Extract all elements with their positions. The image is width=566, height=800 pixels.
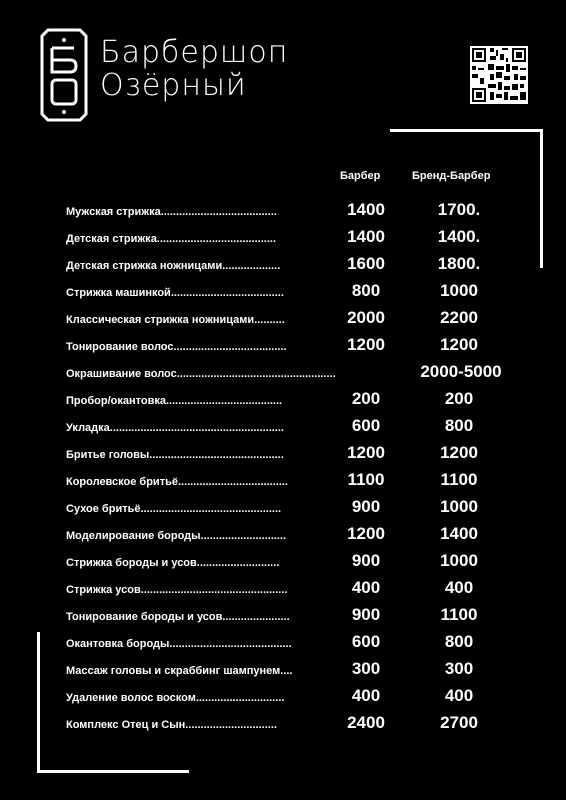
barber-price: 2400	[347, 713, 385, 732]
barber-price: 1400	[347, 227, 385, 246]
brand-barber-price: 1400	[440, 524, 478, 543]
brand-barber-price: 1200	[440, 335, 478, 354]
brand-barber-price: 1400.	[437, 227, 481, 246]
service-name: Удаление волос воском.............................	[66, 692, 285, 704]
brand-line-1: Барбершоп	[100, 35, 289, 70]
logo-emblem	[38, 26, 90, 124]
price-row	[66, 414, 526, 440]
brand-barber-price: 300	[444, 659, 474, 678]
price-row	[66, 684, 526, 710]
barber-price: 900	[351, 497, 381, 516]
price-row	[66, 711, 526, 737]
price-row	[66, 333, 526, 359]
price-row	[66, 522, 526, 548]
frame-line-top	[390, 129, 542, 132]
service-name: Мужская стрижка......................................	[66, 206, 277, 218]
brand-barber-price: 400	[444, 578, 474, 597]
service-name: Стрижка бороды и усов...........................	[66, 557, 280, 569]
brand-barber-price: 1100	[440, 605, 478, 624]
brand-barber-price: 1000	[440, 281, 478, 300]
barber-price: 300	[351, 659, 381, 678]
price-row	[66, 657, 526, 683]
barber-price: 600	[351, 632, 381, 651]
price-row	[66, 630, 526, 656]
brand-barber-price: 200	[444, 389, 474, 408]
barber-price: 800	[351, 281, 381, 300]
service-name: Стрижка усов................................................	[66, 584, 288, 596]
barber-price: 900	[351, 551, 381, 570]
barber-price: 1400	[347, 200, 385, 219]
service-name: Стрижка машинкой.....................................	[66, 287, 284, 299]
brand-line-2: Озёрный	[100, 68, 247, 103]
service-name: Тонирование бороды и усов......................	[66, 611, 290, 623]
price-row	[66, 468, 526, 494]
column-header-barber: Барбер	[340, 170, 381, 182]
brand-barber-price: 1100	[440, 470, 478, 489]
column-header-brand-barber: Бренд-Барбер	[412, 170, 491, 182]
price-row	[66, 441, 526, 467]
service-name: Тонирование волос.....................................	[66, 341, 287, 353]
brand-barber-price: 1800.	[437, 254, 481, 273]
brand-barber-price: 800	[444, 632, 474, 651]
service-name: Пробор/окантовка......................................	[66, 395, 283, 407]
price-range: 2000-5000	[420, 362, 502, 381]
price-row	[66, 603, 526, 629]
barber-price: 400	[351, 686, 381, 705]
barber-price: 2000	[347, 308, 385, 327]
price-row	[66, 360, 526, 386]
barber-price: 1200	[347, 443, 385, 462]
service-name: Классическая стрижка ножницами..........	[66, 314, 285, 326]
service-name: Окрашивание волос....................................................	[66, 368, 336, 380]
brand-barber-price: 1200	[440, 443, 478, 462]
frame-line-right	[540, 129, 543, 268]
price-row	[66, 198, 526, 224]
barber-price: 900	[351, 605, 381, 624]
barber-price: 200	[351, 389, 381, 408]
barber-price: 1600	[347, 254, 385, 273]
price-row	[66, 252, 526, 278]
service-name: Массаж головы и скраббинг шампунем....	[66, 665, 293, 677]
brand-barber-price: 400	[444, 686, 474, 705]
service-name: Сухое бритьё..............................................	[66, 503, 282, 515]
barber-price: 1100	[347, 470, 385, 489]
frame-line-left	[37, 632, 40, 772]
service-name: Детская стрижка.......................................	[66, 233, 276, 245]
barber-price: 600	[351, 416, 381, 435]
price-row	[66, 495, 526, 521]
brand-barber-price: 2200	[440, 308, 478, 327]
frame-line-bottom	[37, 770, 189, 773]
service-name: Комплекс Отец и Сын..............................	[66, 719, 277, 731]
brand-barber-price: 800	[444, 416, 474, 435]
price-row	[66, 576, 526, 602]
brand-title	[100, 36, 288, 102]
service-name: Детская стрижка ножницами...................	[66, 260, 281, 272]
barber-price: 1200	[347, 335, 385, 354]
service-name: Королевское бритьё....................................	[66, 476, 288, 488]
service-name: Укладка.........................................................	[66, 422, 284, 434]
service-name: Моделирование бороды............................	[66, 530, 287, 542]
service-name: Окантовка бороды........................................	[66, 638, 292, 650]
brand-barber-price: 1700.	[437, 200, 481, 219]
brand-barber-price: 1000	[440, 551, 478, 570]
price-row	[66, 549, 526, 575]
barber-price: 1200	[347, 524, 385, 543]
price-row	[66, 387, 526, 413]
price-row	[66, 279, 526, 305]
brand-barber-price: 1000	[440, 497, 478, 516]
brand-barber-price: 2700	[440, 713, 478, 732]
barber-price: 400	[351, 578, 381, 597]
price-row	[66, 306, 526, 332]
service-name: Бритье головы............................................	[66, 449, 284, 461]
qr-code-icon[interactable]	[470, 46, 528, 104]
price-row	[66, 225, 526, 251]
